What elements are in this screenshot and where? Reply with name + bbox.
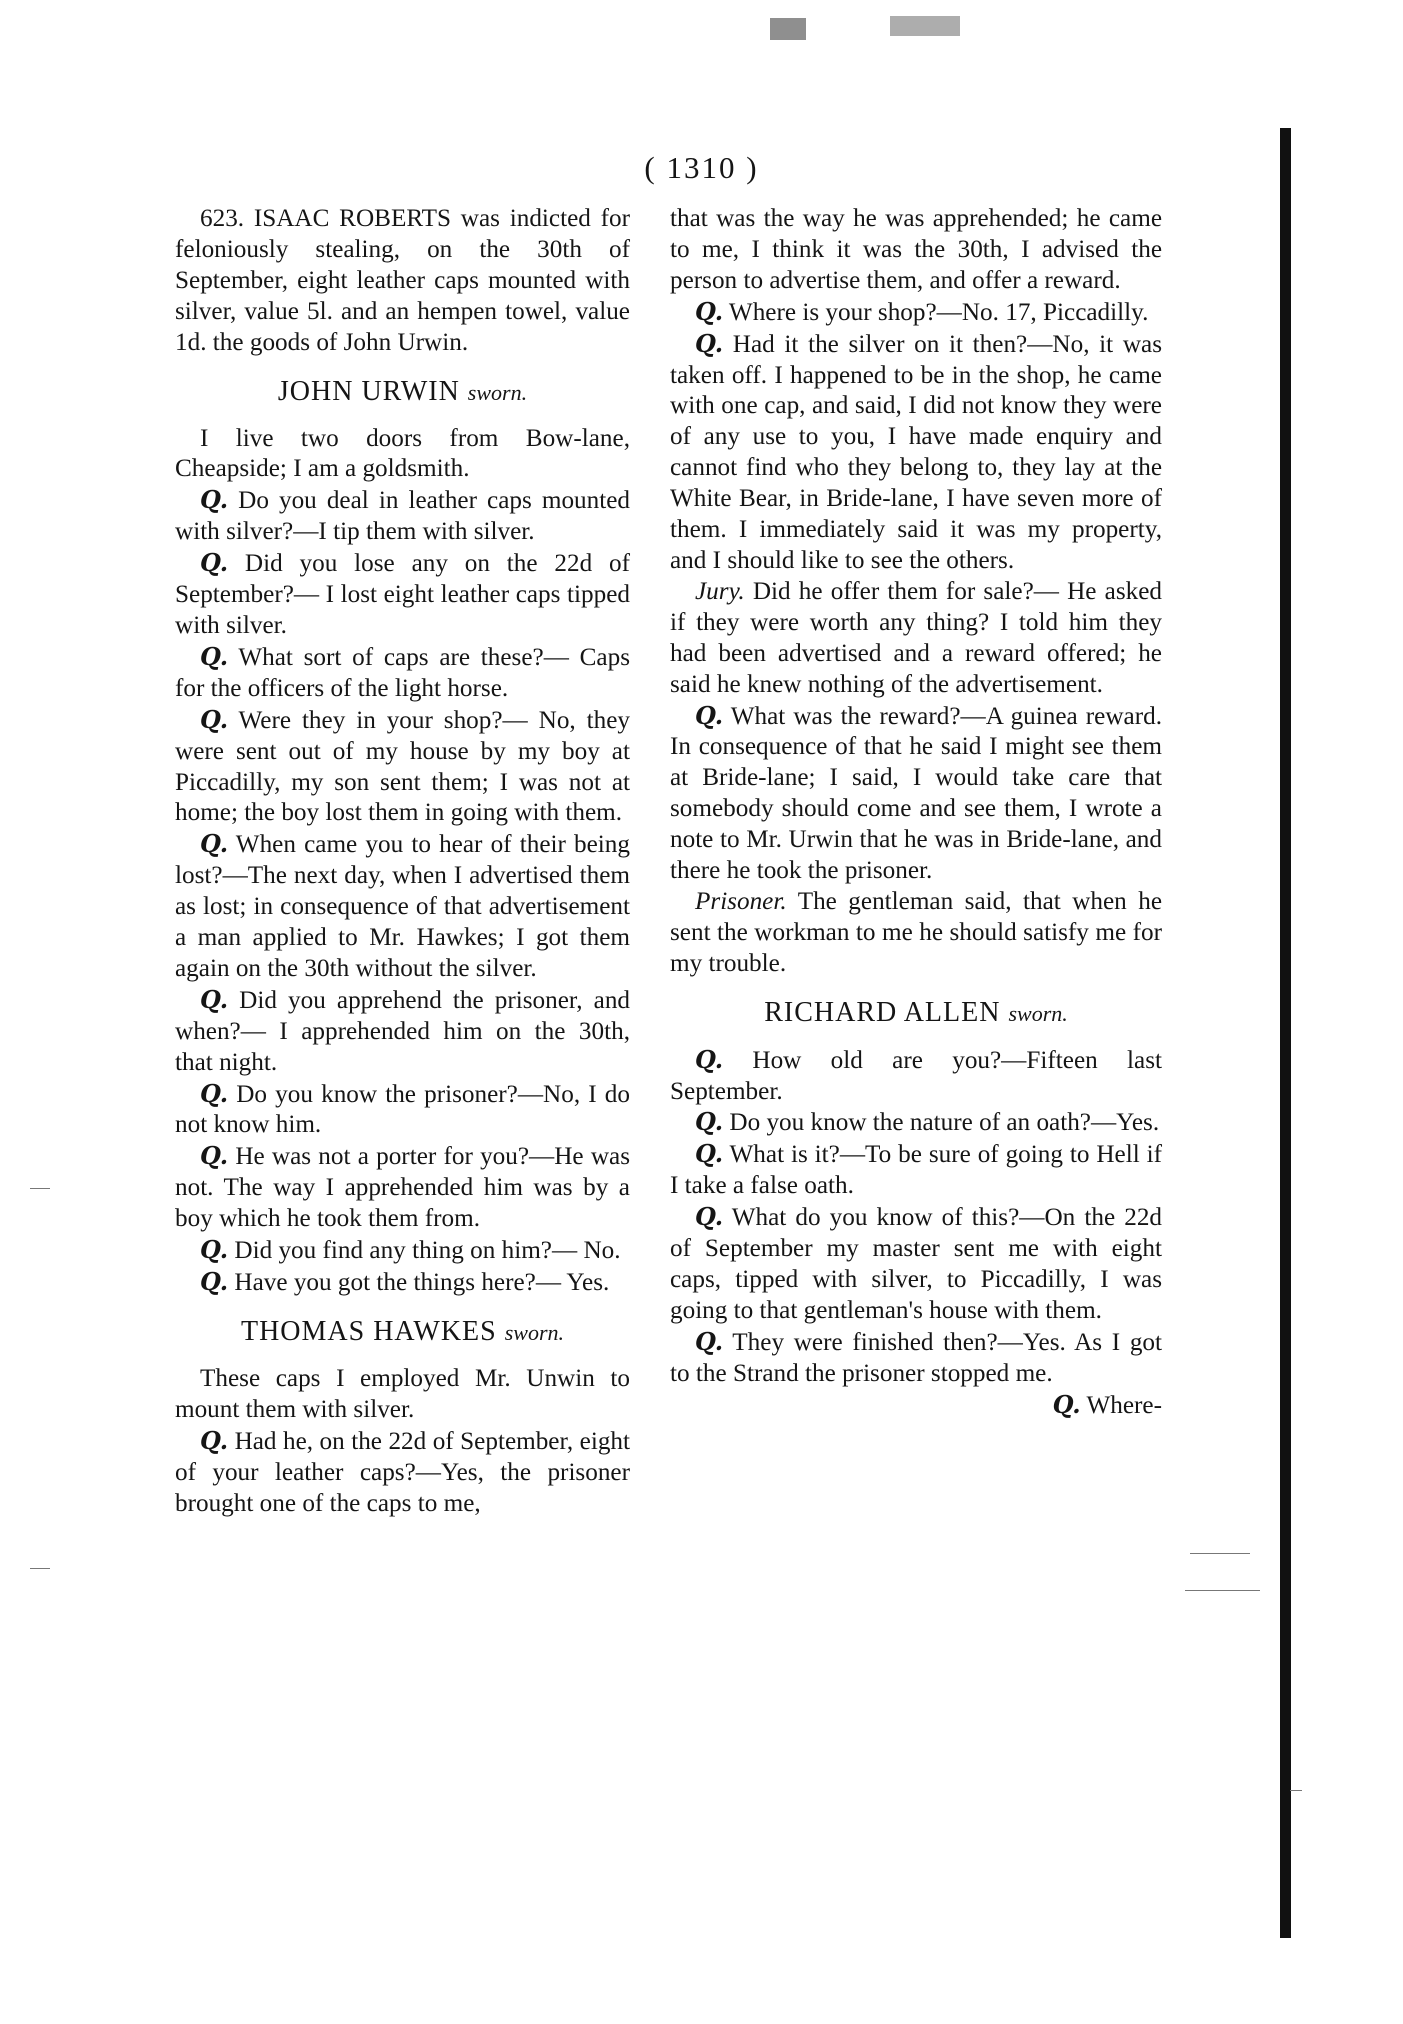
witness-heading-thomas-hawkes	[175, 1315, 630, 1350]
question-paragraph	[175, 485, 630, 548]
speaker-label-jury: Jury.	[695, 577, 745, 605]
question-paragraph	[670, 1327, 1162, 1390]
question-text: What was the reward?—A guinea reward. In consequence of that he said I might see them at Bride-lane; I said, I would take care that somebody should come and see them, I wrote a note to Mr. Urwin that he was in Bride-lane, and there he took the prisoner.	[670, 702, 1162, 885]
question-mark: Q.	[695, 1202, 724, 1232]
question-paragraph	[175, 1267, 630, 1299]
question-paragraph	[670, 1045, 1162, 1108]
page-number: ( 1310 )	[644, 150, 759, 185]
question-mark: Q.	[1052, 1389, 1081, 1419]
question-paragraph	[670, 1107, 1162, 1139]
testimony-paragraph: I live two doors from Bow-lane, Cheapside; I am a goldsmith.	[175, 424, 630, 483]
question-text: Do you know the prisoner?—No, I do not know him.	[175, 1080, 630, 1139]
question-text: When came you to hear of their being lost?—The next day, when I advertised them as lost; in consequence of that advertisement a man applied to Mr. Hawkes; I got them again on the 30th without the silver.	[175, 831, 630, 982]
question-text: Did you apprehend the prisoner, and when?— I apprehended him on the 30th, that night.	[175, 986, 631, 1076]
question-mark: Q.	[200, 641, 229, 671]
question-text: Do you know the nature of an oath?—Yes.	[729, 1109, 1160, 1137]
right-column	[670, 204, 1162, 1422]
binding-shadow-rule	[1280, 128, 1291, 1938]
question-paragraph	[670, 1202, 1162, 1327]
question-text: Have you got the things here?— Yes.	[234, 1269, 610, 1296]
question-mark: Q.	[200, 1267, 229, 1296]
question-mark: Q.	[200, 1141, 229, 1171]
question-text: They were finished then?—Yes. As I got to the Strand the prisoner stopped me.	[670, 1328, 1163, 1387]
question-paragraph	[670, 329, 1162, 577]
question-text: Did he offer them for sale?— He asked if they were worth any thing? I told him they had been advertised and a reward offered; he said he knew nothing of the advertisement.	[670, 577, 1163, 698]
question-paragraph	[175, 642, 630, 705]
question-text: Did you lose any on the 22d of September?— I lost eight leather caps tipped with silver.	[175, 550, 630, 639]
question-text: What do you know of this?—On the 22d of September my master sent me with eight caps, tipped with silver, to Piccadilly, I was going to that gentleman's house with them.	[670, 1204, 1163, 1324]
question-mark: Q.	[695, 328, 724, 358]
question-mark: Q.	[695, 1139, 724, 1169]
scan-artifact	[30, 1568, 50, 1569]
question-paragraph	[175, 548, 630, 642]
sworn-label: sworn.	[1008, 1000, 1068, 1026]
testimony-paragraph: These caps I employed Mr. Unwin to mount them with silver.	[175, 1364, 630, 1423]
scan-artifact	[770, 18, 806, 40]
question-mark: Q.	[695, 1326, 724, 1356]
scan-artifact	[890, 16, 960, 36]
speaker-label-prisoner: Prisoner.	[695, 887, 787, 915]
witness-name: RICHARD ALLEN	[764, 996, 1001, 1028]
question-mark: Q.	[200, 1235, 229, 1265]
question-paragraph	[175, 1235, 630, 1267]
question-text: Had it the silver on it then?—No, it was taken off. I happened to be in the shop, he came with one cap, and said, I did not know they were of any use to you, I have made enquiry and cannot find who they belong to, they lay at the White Bear, in Bride-lane, I have seven more of them. I immediately said it was my property, and I should like to see the others.	[670, 330, 1163, 574]
catchword	[670, 1390, 1162, 1422]
question-mark: Q.	[200, 829, 229, 859]
question-text: He was not a porter for you?—He was not. The way I apprehended him was by a boy which he took them from.	[175, 1143, 631, 1233]
question-paragraph	[175, 829, 630, 985]
witness-heading-richard-allen	[670, 996, 1162, 1031]
question-paragraph	[175, 1426, 630, 1520]
question-mark: Q.	[200, 1425, 229, 1455]
question-mark: Q.	[695, 1044, 724, 1074]
question-mark: Q.	[695, 296, 724, 326]
question-mark: Q.	[200, 984, 229, 1014]
question-mark: Q.	[200, 704, 229, 734]
question-text: What sort of caps are these?— Caps for the officers of the light horse.	[175, 643, 631, 702]
question-text: Do you deal in leather caps mounted with silver?—I tip them with silver.	[175, 487, 630, 546]
question-text: Did you find any thing on him?— No.	[234, 1237, 621, 1265]
sworn-label: sworn.	[504, 1319, 565, 1345]
scan-artifact	[30, 1188, 50, 1189]
jury-paragraph	[670, 577, 1162, 701]
question-paragraph	[175, 985, 630, 1079]
witness-name: JOHN URWIN	[277, 375, 460, 407]
question-text: Were they in your shop?— No, they were sent out of my house by my boy at Piccadilly, my son sent them; I was not at home; the boy lost them in going with them.	[175, 706, 630, 827]
question-mark: Q.	[695, 700, 724, 730]
question-paragraph	[670, 1139, 1162, 1202]
question-text: Had he, on the 22d of September, eight of your leather caps?—Yes, the prisoner brought one of the caps to me,	[175, 1427, 631, 1517]
left-column	[175, 204, 630, 1519]
catchword-text: Where-	[1086, 1391, 1162, 1419]
scan-artifact	[1290, 1790, 1302, 1791]
question-paragraph	[670, 297, 1162, 329]
question-paragraph	[175, 1079, 630, 1142]
question-text: What is it?—To be sure of going to Hell if I take a false oath.	[670, 1141, 1163, 1200]
witness-heading-john-urwin	[175, 375, 630, 410]
prisoner-paragraph	[670, 887, 1162, 980]
question-text: How old are you?—Fifteen last September.	[670, 1046, 1163, 1105]
question-mark: Q.	[200, 1078, 229, 1108]
scan-artifact	[1190, 1553, 1250, 1554]
question-mark: Q.	[695, 1107, 724, 1137]
question-paragraph	[175, 1141, 630, 1235]
question-mark: Q.	[200, 548, 229, 578]
scan-artifact	[1185, 1590, 1260, 1591]
question-paragraph	[670, 701, 1162, 887]
statement-text: The gentleman said, that when he sent the workman to me he should satisfy me for my trouble.	[670, 887, 1163, 977]
testimony-paragraph: that was the way he was apprehended; he came to me, I think it was the 30th, I advised the person to advertise them, and offer a reward.	[670, 205, 1162, 294]
indictment-paragraph: 623. ISAAC ROBERTS was indicted for feloniously stealing, on the 30th of September, eight leather caps mounted with silver, value 5l. and an hempen towel, value 1d. the goods of John Urwin.	[175, 205, 630, 356]
question-mark: Q.	[200, 485, 229, 515]
question-text: Where is your shop?—No. 17, Piccadilly.	[728, 298, 1149, 326]
sworn-label: sworn.	[467, 379, 528, 405]
witness-name: THOMAS HAWKES	[240, 1315, 497, 1347]
question-paragraph	[175, 705, 630, 830]
